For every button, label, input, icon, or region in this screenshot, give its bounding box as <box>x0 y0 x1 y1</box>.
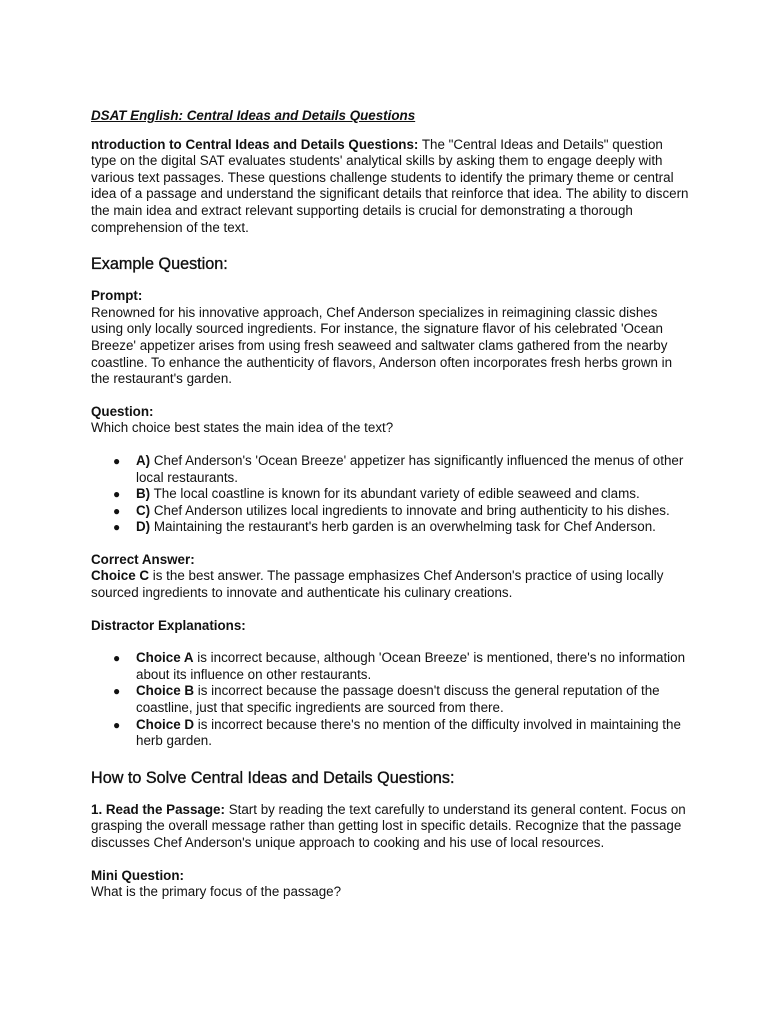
distractor-label: Choice D <box>136 716 195 732</box>
choice-text: Chef Anderson utilizes local ingredients to innovate and bring authenticity to his dishes. <box>150 502 670 518</box>
prompt-block <box>91 288 691 388</box>
step-text: Start by reading the text carefully to understand its general content. Focus on grasping the overall message rather than getting lost in specific details. Recognize that the passage discusses Chef Anderson's unique approach to cooking and his use of local resources. <box>91 801 686 850</box>
choice-label: D) <box>136 519 151 535</box>
distractor-text: is incorrect because, although 'Ocean Breeze' is mentioned, there's no information about its influence on other restaurants. <box>136 650 686 682</box>
choice-label: B) <box>136 486 151 502</box>
distractor-text: is incorrect because there's no mention of the difficulty involved in maintaining the herb garden. <box>136 716 681 749</box>
document-title: DSAT English: Central Ideas and Details Questions <box>91 108 416 123</box>
example-heading: Example Question: <box>91 255 228 274</box>
choice-text: Chef Anderson's 'Ocean Breeze' appetizer has significantly influenced the menus of other local restaurants. <box>136 452 684 485</box>
correct-answer-text <box>91 568 691 601</box>
question-label: Question: <box>91 403 154 419</box>
intro-text: The "Central Ideas and Details" question type on the digital SAT evaluates students' analytical skills by asking them to engage deeply with various text passages. These questions challenge students to identify the primary theme or central idea of a passage and understand the significant details that reinforce that idea. The ability to discern the main idea and extract relevant supporting details is crucial for demonstrating a thorough comprehension of the text. <box>91 136 689 235</box>
question-text: Which choice best states the main idea of the text? <box>91 420 394 436</box>
answer-choice-c <box>91 503 691 520</box>
distractor-label: Choice A <box>136 650 194 666</box>
correct-answer-block <box>91 552 691 602</box>
intro-paragraph <box>91 137 691 237</box>
document-page <box>91 108 691 901</box>
answer-choice-a <box>91 453 691 486</box>
intro-label: ntroduction to Central Ideas and Details Questions: <box>91 136 419 152</box>
choice-text: Maintaining the restaurant's herb garden is an overwhelming task for Chef Anderson. <box>150 519 656 535</box>
bullet-icon: ● <box>113 453 121 468</box>
answer-choice-d <box>91 519 691 536</box>
distractor-heading: Distractor Explanations: <box>91 617 246 633</box>
bullet-icon: ● <box>113 503 121 518</box>
bullet-icon: ● <box>113 717 121 732</box>
choice-label: C) <box>136 502 151 518</box>
answer-choice-b <box>91 486 691 503</box>
mini-question-label: Mini Question: <box>91 867 184 883</box>
bullet-icon: ● <box>113 684 121 699</box>
choice-label: A) <box>136 452 151 468</box>
prompt-label: Prompt: <box>91 288 143 304</box>
distractor-item <box>91 683 691 716</box>
distractor-text: is incorrect because the passage doesn't discuss the general reputation of the coastline, just that specific ingredients are sourced from there. <box>136 683 660 716</box>
prompt-text: Renowned for his innovative approach, Chef Anderson specializes in reimagining classic dishes using only locally sourced ingredients. For instance, the signature flavor of his celebrated 'Ocean Breeze' appetizer arises from using fresh seaweed and saltwater clams gathered from the nearby coastline. To enhance the authenticity of flavors, Anderson often incorporates fresh herbs grown in the restaurant's garden. <box>91 304 673 387</box>
mini-question-block <box>91 868 691 901</box>
choice-text: The local coastline is known for its abundant variety of edible seaweed and clams. <box>150 486 640 502</box>
distractor-list <box>91 650 691 750</box>
distractor-item <box>91 650 691 683</box>
how-to-solve-heading: How to Solve Central Ideas and Details Questions: <box>91 768 455 787</box>
correct-choice-label: Choice C <box>91 568 150 584</box>
mini-question-text: What is the primary focus of the passage? <box>91 884 342 900</box>
step-read-passage <box>91 802 691 852</box>
correct-explanation: is the best answer. The passage emphasizes Chef Anderson's practice of using locally sourced ingredients to innovate and authenticate his culinary creations. <box>91 568 664 601</box>
distractor-label: Choice B <box>136 683 195 699</box>
answer-choices-list <box>91 453 691 536</box>
bullet-icon: ● <box>113 487 121 502</box>
bullet-icon: ● <box>113 520 121 535</box>
bullet-icon: ● <box>113 651 121 666</box>
correct-answer-label: Correct Answer: <box>91 551 195 567</box>
distractor-item <box>91 717 691 750</box>
step-label: 1. Read the Passage: <box>91 801 225 817</box>
question-block <box>91 404 691 437</box>
